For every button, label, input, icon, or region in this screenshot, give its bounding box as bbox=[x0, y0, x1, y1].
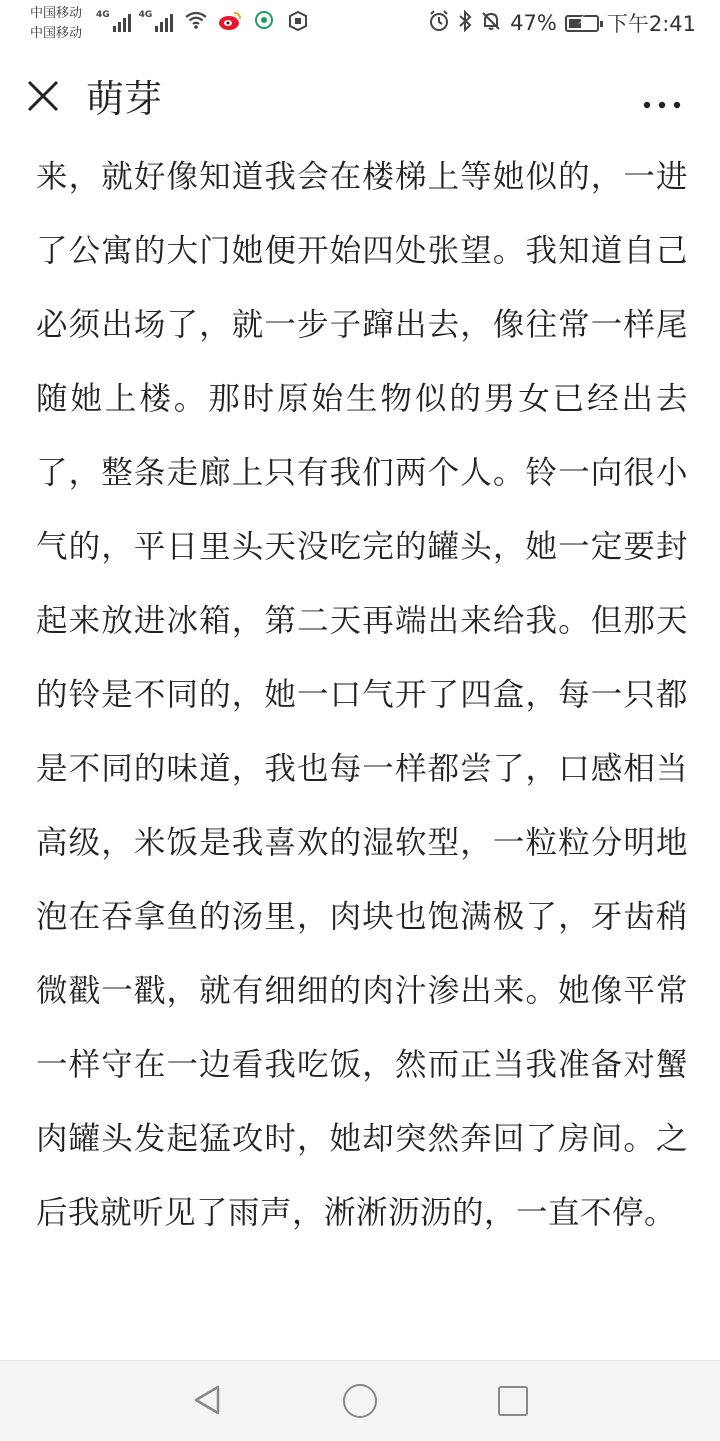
notification-icons bbox=[184, 10, 310, 34]
back-icon bbox=[190, 1383, 224, 1417]
carrier-2-label: 中国移动 bbox=[30, 26, 83, 41]
page-title: 萌芽 bbox=[86, 77, 163, 121]
carrier-info bbox=[30, 4, 82, 44]
signal-indicators bbox=[96, 10, 173, 32]
network-1-label: 4G bbox=[96, 10, 110, 20]
more-button[interactable] bbox=[642, 84, 682, 114]
back-button[interactable] bbox=[190, 1383, 224, 1417]
close-icon bbox=[25, 78, 61, 114]
battery-icon bbox=[565, 12, 599, 32]
weibo-icon bbox=[218, 10, 242, 34]
recent-apps-button[interactable] bbox=[498, 1386, 528, 1416]
home-button[interactable] bbox=[343, 1384, 377, 1418]
bluetooth-icon bbox=[458, 10, 472, 37]
status-right bbox=[428, 8, 696, 38]
article-content[interactable] bbox=[36, 140, 688, 1360]
clock: 下午2:41 bbox=[606, 12, 696, 36]
charging-icon: ⚡ bbox=[577, 12, 587, 28]
battery-percent: 47% bbox=[510, 11, 557, 35]
signal-1-icon bbox=[96, 10, 131, 32]
signal-2-icon bbox=[139, 10, 174, 32]
wifi-icon bbox=[184, 10, 208, 34]
camera-app-icon bbox=[286, 10, 310, 34]
mute-icon bbox=[480, 10, 502, 37]
title-bar bbox=[0, 50, 720, 150]
carrier-1-label: 中国移动 bbox=[30, 6, 83, 21]
status-bar bbox=[0, 0, 720, 50]
close-button[interactable] bbox=[22, 78, 64, 120]
alarm-icon bbox=[428, 10, 450, 37]
network-2-label: 4G bbox=[138, 10, 153, 20]
more-icon bbox=[642, 100, 682, 110]
system-navigation-bar bbox=[0, 1360, 720, 1441]
article-paragraph: 来，就好像知道我会在楼梯上等她似的，一进了公寓的大门她便开始四处张望。我知道自己必须出场了，就一步子蹿出去，像往常一样尾随她上楼。那时原始生物似的男女已经出去了，整条走廊上只有我们两个人。铃一向很小气的，平日里头天没吃完的罐头，她一定要封起来放进冰箱，第二天再端出来给我。但那天的铃是不同的，她一口气开了四盒，每一只都是不同的味道，我也每一样都尝了，口感相当高级，米饭是我喜欢的湿软型，一粒粒分明地泡在吞拿鱼的汤里，肉块也饱满极了，牙齿稍微戳一戳，就有细细的肉汁渗出来。她像平常一样守在一边看我吃饭，然而正当我准备对蟹肉罐头发起猛攻时，她却突然奔回了房间。之后我就听见了雨声，淅淅沥沥的，一直不停。 bbox=[36, 159, 688, 1231]
mobile-app-icon bbox=[252, 10, 276, 34]
